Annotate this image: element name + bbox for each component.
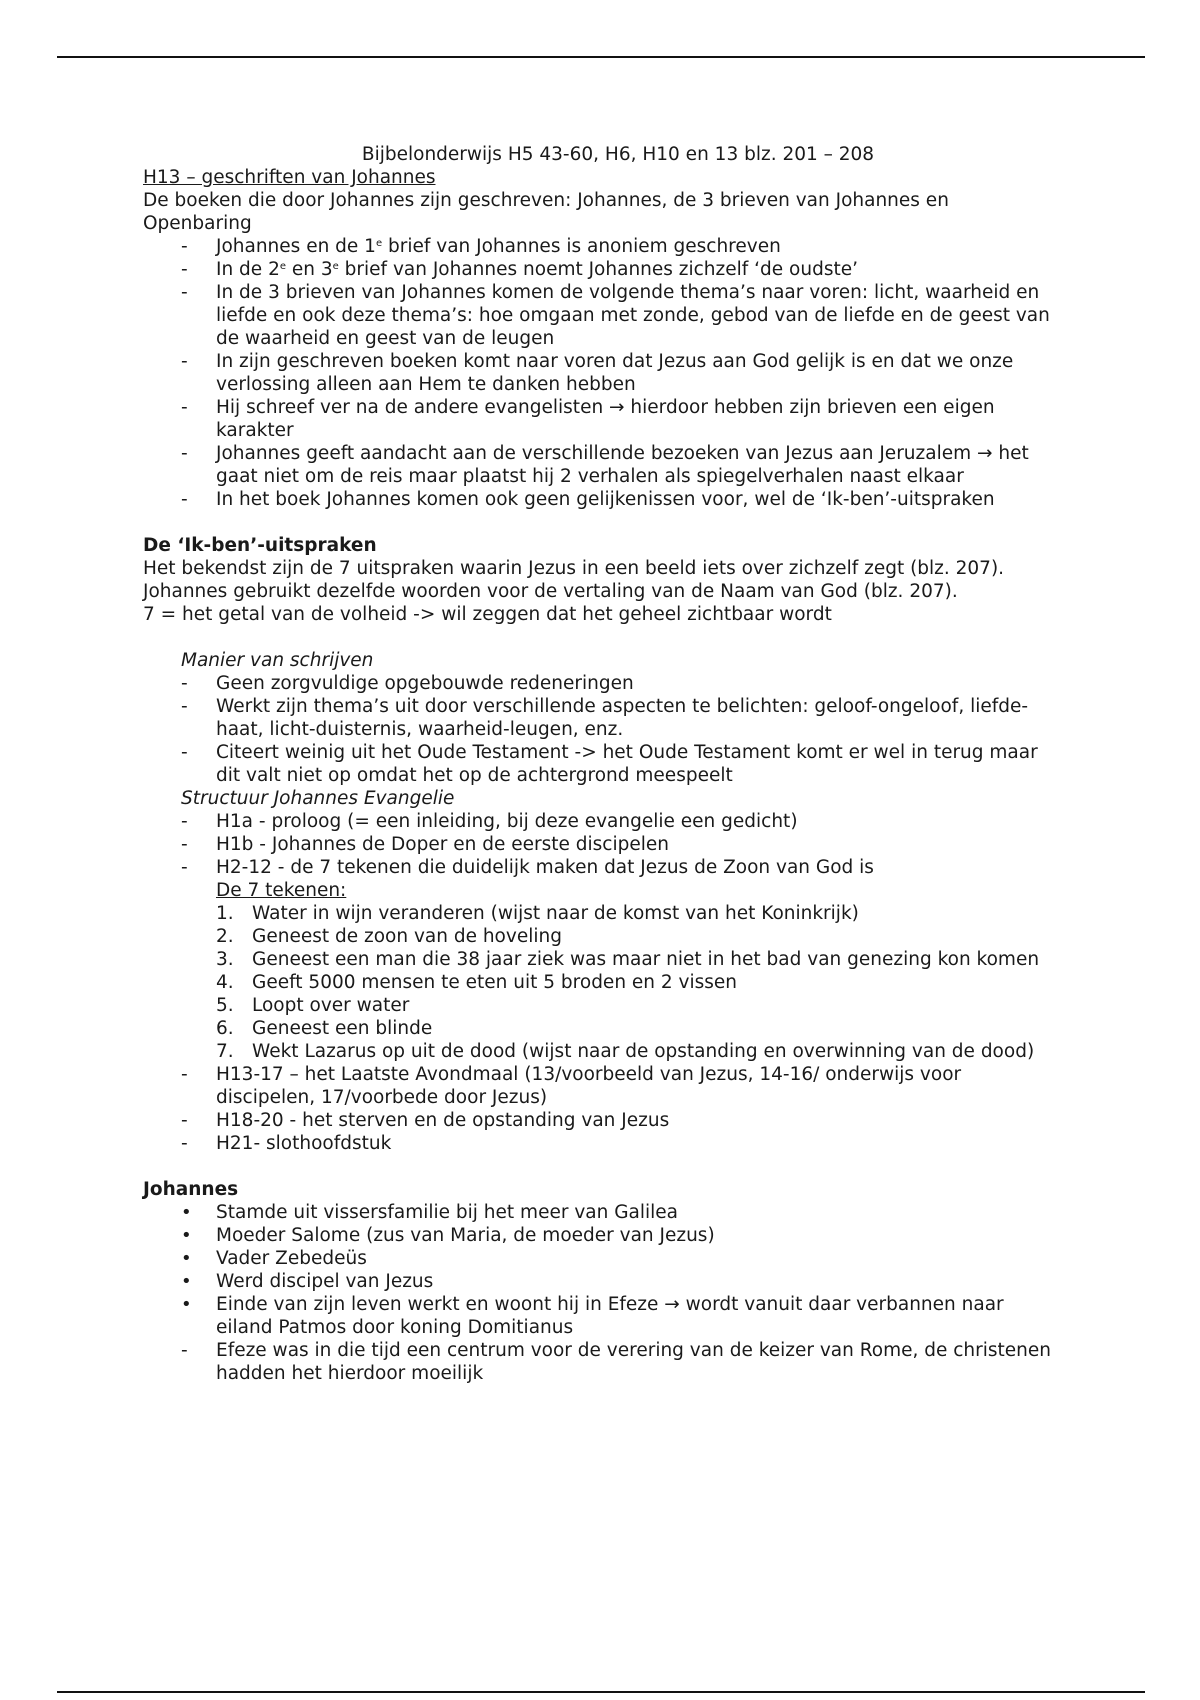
list-item: • Einde van zijn leven werkt en woont hij in Efeze → wordt vanuit daar verbannen naar eiland Patmos door koning Domitianus xyxy=(143,1293,1063,1339)
list-item: • Moeder Salome (zus van Maria, de moeder van Jezus) xyxy=(143,1224,1063,1247)
list-item: - Johannes en de 1e brief van Johannes is anoniem geschreven xyxy=(143,235,1063,258)
subheading-manier: Manier van schrijven xyxy=(181,650,374,671)
subheading-structuur: Structuur Johannes Evangelie xyxy=(181,788,455,809)
list-item: - Johannes geeft aandacht aan de verschillende bezoeken van Jezus aan Jeruzalem → het gaat niet om de reis maar plaatst hij 2 verhalen als spiegelverhalen naast elkaar xyxy=(143,442,1063,488)
list-item: 4. Geeft 5000 mensen te eten uit 5 broden en 2 vissen xyxy=(216,972,738,993)
list-item: - H1a - proloog (= een inleiding, bij deze evangelie een gedicht) xyxy=(143,810,1063,833)
list-item: - Efeze was in die tijd een centrum voor de verering van de keizer van Rome, de christenen hadden het hierdoor moeilijk xyxy=(143,1339,1063,1385)
list-item: - H1b - Johannes de Doper en de eerste discipelen xyxy=(143,833,1063,856)
list-item: - In de 3 brieven van Johannes komen de volgende thema’s naar voren: licht, waarheid en liefde en ook deze thema’s: hoe omgaan met zonde, gebod van de liefde en de geest van de waarheid en geest van de leugen xyxy=(143,281,1063,350)
document-title: Bijbelonderwijs H5 43-60, H6, H10 en 13 blz. 201 – 208 xyxy=(361,144,875,165)
list-item: - In het boek Johannes komen ook geen gelijkenissen voor, wel de ‘Ik-ben’-uitspraken xyxy=(143,488,1063,511)
list-item: - H13-17 – het Laatste Avondmaal (13/voorbeeld van Jezus, 14-16/ onderwijs voor discipelen, 17/voorbede door Jezus) xyxy=(143,1063,1063,1109)
tekenen-list xyxy=(143,902,1063,1063)
structuur-list xyxy=(143,810,1063,879)
tekenen-heading: De 7 tekenen: xyxy=(216,880,347,901)
list-item: - Geen zorgvuldige opgebouwde redeneringen xyxy=(143,672,1063,695)
list-item: - Citeert weinig uit het Oude Testament -> het Oude Testament komt er wel in terug maar dit valt niet op omdat het op de achtergrond meespeelt xyxy=(143,741,1063,787)
list-item: - In de 2e en 3e brief van Johannes noemt Johannes zichzelf ‘de oudste’ xyxy=(143,258,1063,281)
list-item: • Stamde uit vissersfamilie bij het meer van Galilea xyxy=(143,1201,1063,1224)
section-heading-johannes: Johannes xyxy=(143,1179,239,1200)
list-item: 1. Water in wijn veranderen (wijst naar de komst van het Koninkrijk) xyxy=(216,903,859,924)
h13-list xyxy=(143,235,1063,511)
document-body xyxy=(143,143,1063,1385)
list-item: - H21- slothoofdstuk xyxy=(143,1132,1063,1155)
top-rule xyxy=(57,56,1145,58)
ikben-seven: 7 = het getal van de volheid -> wil zeggen dat het geheel zichtbaar wordt xyxy=(143,604,832,625)
list-item: - H18-20 - het sterven en de opstanding van Jezus xyxy=(143,1109,1063,1132)
johannes-bullet-list xyxy=(143,1201,1063,1339)
list-item: - Werkt zijn thema’s uit door verschillende aspecten te belichten: geloof-ongeloof, liefde-haat, licht-duisternis, waarheid-leugen, enz. xyxy=(143,695,1063,741)
ikben-text: Het bekendst zijn de 7 uitspraken waarin Jezus in een beeld iets over zichzelf zegt (blz. 207). Johannes gebruikt dezelfde woorden voor de vertaling van de Naam van God (blz. 207). xyxy=(143,558,1005,602)
section-heading-ikben: De ‘Ik-ben’-uitspraken xyxy=(143,535,377,556)
list-item: 7. Wekt Lazarus op uit de dood (wijst naar de opstanding en overwinning van de dood) xyxy=(216,1041,1035,1062)
list-item: - In zijn geschreven boeken komt naar voren dat Jezus aan God gelijk is en dat we onze verlossing alleen aan Hem te danken hebben xyxy=(143,350,1063,396)
johannes-dash-list xyxy=(143,1339,1063,1385)
list-item: 2. Geneest de zoon van de hoveling xyxy=(216,926,562,947)
manier-list xyxy=(143,672,1063,787)
bottom-rule xyxy=(57,1691,1145,1693)
list-item: 3. Geneest een man die 38 jaar ziek was maar niet in het bad van genezing kon komen xyxy=(216,949,1040,970)
list-item: • Werd discipel van Jezus xyxy=(143,1270,1063,1293)
list-item: 5. Loopt over water xyxy=(216,995,410,1016)
h13-intro: De boeken die door Johannes zijn geschreven: Johannes, de 3 brieven van Johannes en Openbaring xyxy=(143,190,949,234)
section-heading-h13: H13 – geschriften van Johannes xyxy=(143,167,436,188)
list-item: - H2-12 - de 7 tekenen die duidelijk maken dat Jezus de Zoon van God is xyxy=(143,856,1063,879)
list-item: - Hij schreef ver na de andere evangelisten → hierdoor hebben zijn brieven een eigen karakter xyxy=(143,396,1063,442)
structuur-list-2 xyxy=(143,1063,1063,1155)
list-item: 6. Geneest een blinde xyxy=(216,1018,433,1039)
list-item: • Vader Zebedeüs xyxy=(143,1247,1063,1270)
